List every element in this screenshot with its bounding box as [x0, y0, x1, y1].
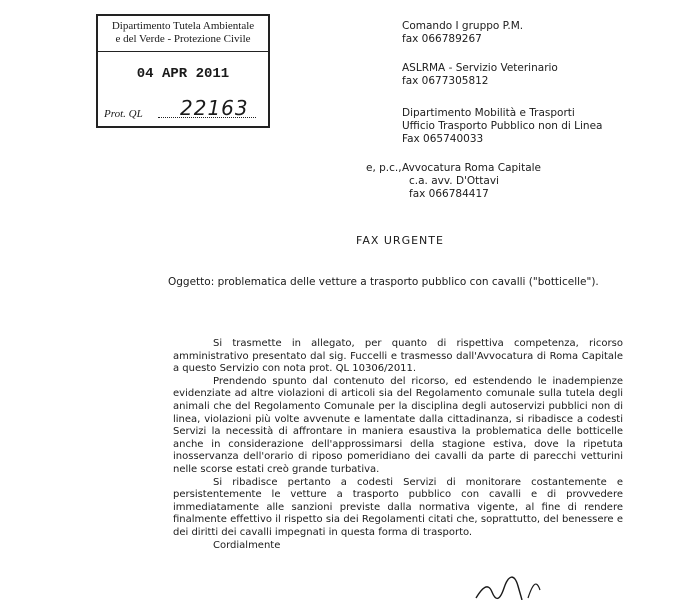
paragraph-3: Si ribadisce pertanto a codesti Servizi di monitorare costantemente e persistentemente le vetture a trasporto pubblico con cavalli e di provvedere immediatamente alle sanzioni previste dalla normativa vigente, al fine di rendere finalmente effettivo il rispetto sia dei Regolamenti citati che, soprattutto, del benessere e dei diritti dei cavalli impegnati in questa forma di trasporto. [173, 476, 623, 538]
stamp-department [98, 16, 268, 52]
cc-fax: fax 066784417 [409, 188, 489, 200]
stamp-dept-line1: Dipartimento Tutela Ambientale [111, 20, 255, 32]
recipient-3 [402, 107, 602, 146]
recipient-name: ASLRMA - Servizio Veterinario [402, 62, 558, 74]
paragraph-1: Si trasmette in allegato, per quanto di rispettiva competenza, ricorso amministrativo presentato dal sig. Fuccelli e trasmesso dall'Avvocatura di Roma Capitale a questo Servizio con nota prot. QL 10306/2011. [173, 338, 623, 375]
recipient-2 [402, 62, 558, 88]
cc-name: Avvocatura Roma Capitale [402, 162, 542, 174]
stamp-prot-number: 22163 [180, 96, 249, 120]
fax-title: FAX URGENTE [356, 234, 444, 247]
signature [470, 568, 550, 600]
cc-attention: c.a. avv. D'Ottavi [409, 175, 499, 187]
subject-line: Oggetto: problematica delle vetture a trasporto pubblico con cavalli ("botticelle"). [168, 276, 599, 288]
recipient-1 [402, 20, 523, 46]
stamp-dept-line2: e del Verde - Protezione Civile [115, 33, 251, 45]
recipient-office: Ufficio Trasporto Pubblico non di Linea [402, 120, 603, 132]
cc-label: e, p.c., [366, 162, 402, 174]
recipient-fax: Fax 065740033 [402, 133, 484, 145]
stamp-date: 04 APR 2011 [136, 66, 230, 82]
closing: Cordialmente [213, 539, 281, 551]
cc-recipient [402, 162, 541, 201]
letter-body [173, 338, 623, 552]
recipient-fax: fax 0677305812 [402, 75, 489, 87]
paragraph-2: Prendendo spunto dal contenuto del ricorso, ed estendendo le inadempienze evidenziate ad altre violazioni di articoli sia del Regolamento comunale sulla tutela degli animali che del Regolamento Comunale per la disciplina degli autoservizi pubblici non di linea, violazioni più volte avvenute e lamentate dalla cittadinanza, si ribadisce a codesti Servizi la necessità di affrontare in maniera esaustiva la problematica delle botticelle anche in considerazione dell'approssimarsi della stagione estiva, dove la ripetuta inosservanza dell'orario di riposo pomeridiano dei cavalli da parte di parecchi vetturini nelle scorse estati creò grande turbativa. [173, 375, 623, 475]
recipient-name: Dipartimento Mobilità e Trasporti [402, 107, 575, 119]
recipient-name: Comando I gruppo P.M. [402, 20, 524, 32]
stamp-prot-label: Prot. QL [104, 108, 143, 120]
protocol-stamp [96, 14, 270, 128]
recipient-fax: fax 066789267 [402, 33, 482, 45]
